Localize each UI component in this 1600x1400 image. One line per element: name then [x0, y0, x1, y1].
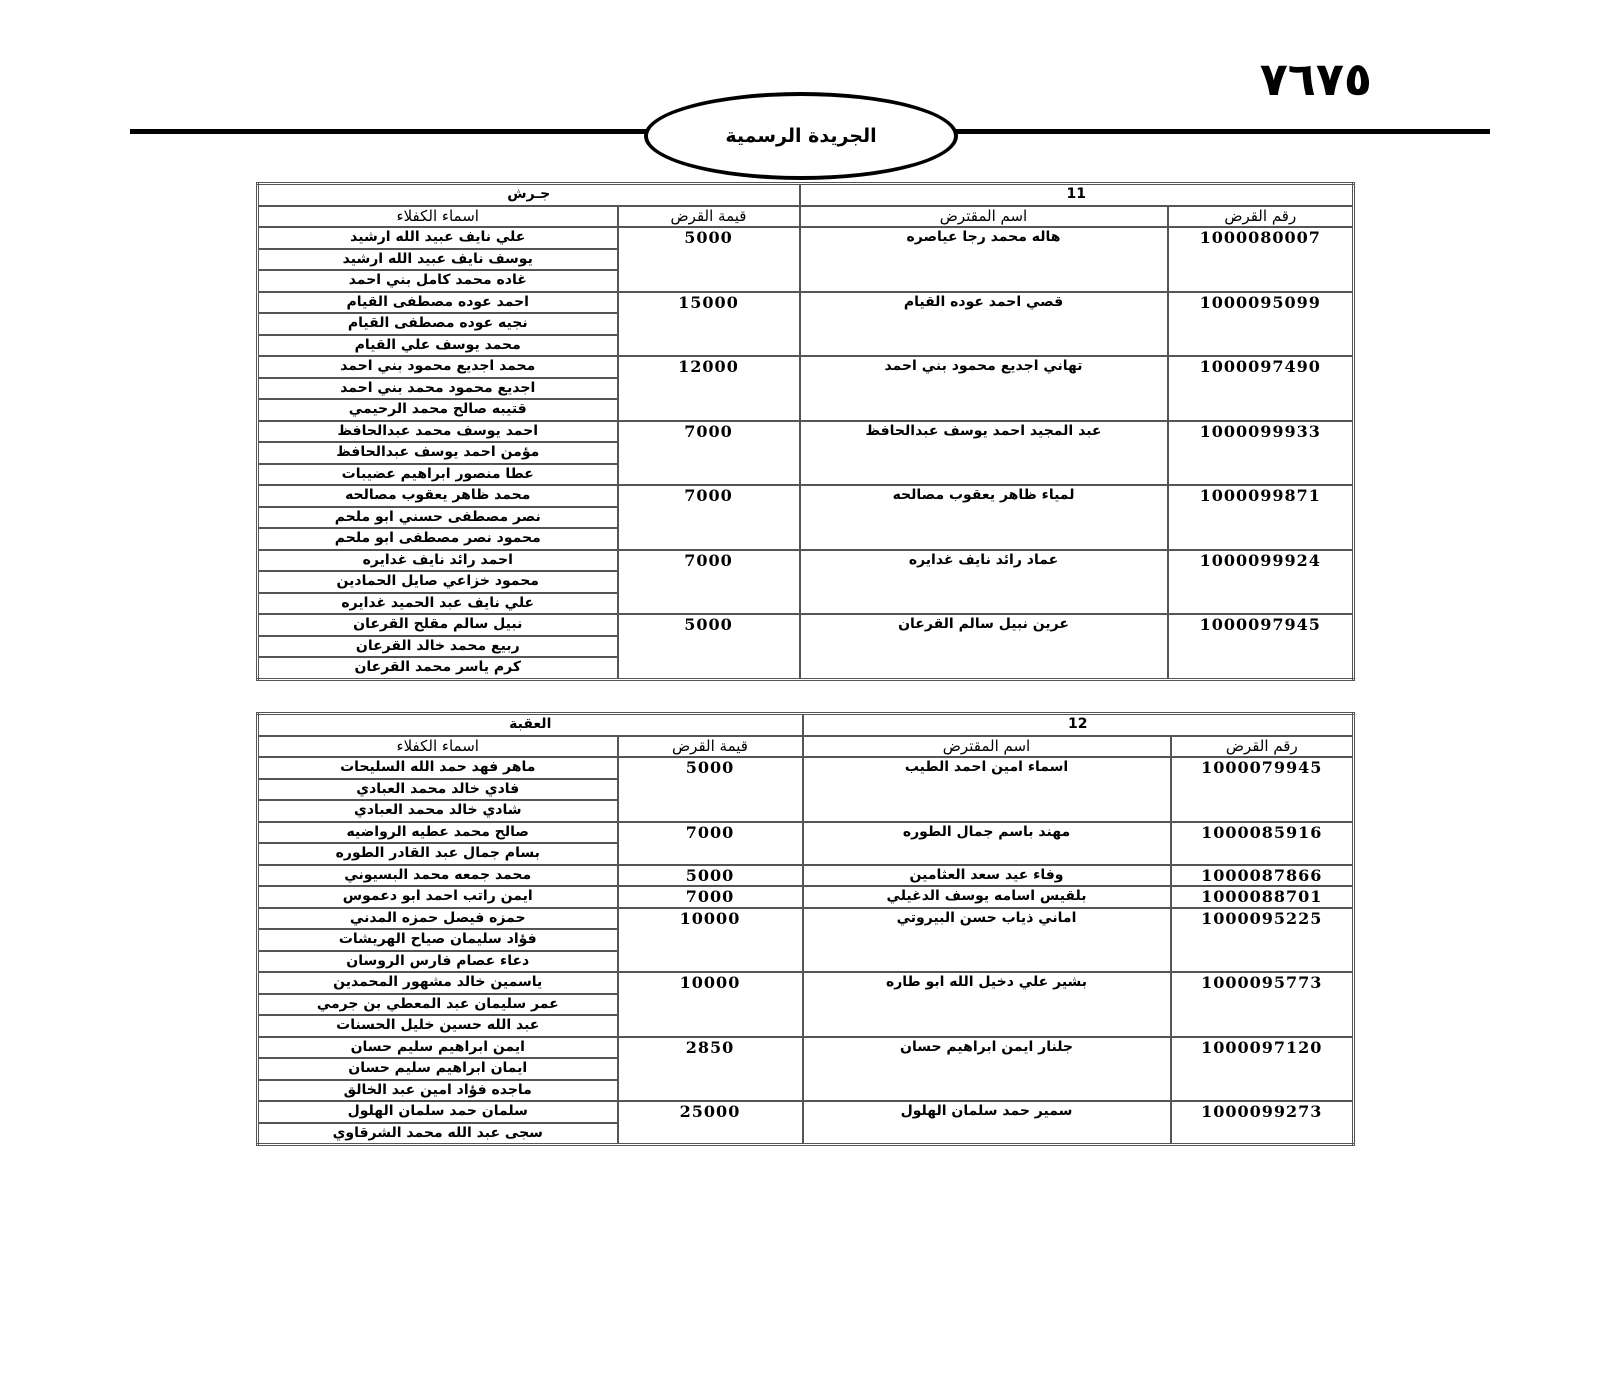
- table-row: [258, 227, 1354, 249]
- page-number: ٧٦٧٥: [1259, 52, 1372, 106]
- guarantor-name: نبيل سالم مقلح القرعان: [258, 614, 618, 636]
- loan-amount: 7000: [618, 421, 800, 486]
- loan-number: 1000095225: [1171, 908, 1354, 973]
- borrower-name: لمياء ظاهر يعقوب مصالحه: [800, 485, 1168, 550]
- guarantor-name: علي نايف عبد الحميد غدايره: [258, 593, 618, 615]
- header-guarantors: اسماء الكفلاء: [258, 206, 618, 228]
- loan-amount: 10000: [618, 908, 803, 973]
- table-row: [258, 1101, 1354, 1123]
- loan-amount: 7000: [618, 886, 803, 908]
- guarantor-name: كرم ياسر محمد القرعان: [258, 657, 618, 679]
- guarantor-name: ياسمين خالد مشهور المحمدين: [258, 972, 618, 994]
- gazette-title: الجريدة الرسمية: [725, 125, 877, 147]
- header-loan-number: رقم القرض: [1171, 736, 1354, 758]
- group-row: [258, 184, 1354, 206]
- guarantor-name: فادي خالد محمد العبادي: [258, 779, 618, 801]
- guarantor-name: ايمن ابراهيم سليم حسان: [258, 1037, 618, 1059]
- column-header-row: [258, 206, 1354, 228]
- loan-number: 1000097945: [1168, 614, 1354, 679]
- guarantor-name: شادي خالد محمد العبادي: [258, 800, 618, 822]
- borrower-name: عبد المجيد احمد يوسف عبدالحافظ: [800, 421, 1168, 486]
- guarantor-name: اجديع محمود محمد بني احمد: [258, 378, 618, 400]
- table-row: [258, 485, 1354, 507]
- guarantor-name: دعاء عصام فارس الروسان: [258, 951, 618, 973]
- guarantor-name: غاده محمد كامل بني احمد: [258, 270, 618, 292]
- guarantor-name: محمود نصر مصطفى ابو ملحم: [258, 528, 618, 550]
- loan-number: 1000088701: [1171, 886, 1354, 908]
- guarantor-name: احمد يوسف محمد عبدالحافظ: [258, 421, 618, 443]
- table-row: [258, 972, 1354, 994]
- guarantor-name: يوسف نايف عبيد الله ارشيد: [258, 249, 618, 271]
- borrower-name: جلنار ايمن ابراهيم حسان: [803, 1037, 1171, 1102]
- borrower-name: اسماء امين احمد الطيب: [803, 757, 1171, 822]
- guarantor-name: محمد اجديع محمود بني احمد: [258, 356, 618, 378]
- loan-number: 1000099933: [1168, 421, 1354, 486]
- guarantor-name: عمر سليمان عبد المعطي بن جرمي: [258, 994, 618, 1016]
- loan-amount: 5000: [618, 614, 800, 679]
- table-row: [258, 1037, 1354, 1059]
- loan-number: 1000087866: [1171, 865, 1354, 887]
- loan-number: 1000085916: [1171, 822, 1354, 865]
- loan-number: 1000097120: [1171, 1037, 1354, 1102]
- group-row: [258, 714, 1354, 736]
- borrower-name: مهند باسم جمال الطوره: [803, 822, 1171, 865]
- loan-amount: 7000: [618, 550, 800, 615]
- header-amount: قيمة القرض: [618, 736, 803, 758]
- table-row: [258, 908, 1354, 930]
- header-borrower: اسم المقترض: [803, 736, 1171, 758]
- guarantor-name: نصر مصطفى حسني ابو ملحم: [258, 507, 618, 529]
- loan-number: 1000097490: [1168, 356, 1354, 421]
- guarantor-name: صالح محمد عطيه الرواضيه: [258, 822, 618, 844]
- table-row: [258, 614, 1354, 636]
- guarantor-name: عبد الله حسين خليل الحسنات: [258, 1015, 618, 1037]
- borrower-name: اماني ذياب حسن البيروتي: [803, 908, 1171, 973]
- guarantor-name: احمد رائد نايف غدايره: [258, 550, 618, 572]
- guarantor-name: محمد يوسف علي القيام: [258, 335, 618, 357]
- loan-amount: 5000: [618, 227, 800, 292]
- guarantor-name: محمد جمعه محمد البسيوني: [258, 865, 618, 887]
- borrower-name: بلقيس اسامه يوسف الدغيلي: [803, 886, 1171, 908]
- borrower-name: قصي احمد عوده القيام: [800, 292, 1168, 357]
- loan-amount: 10000: [618, 972, 803, 1037]
- guarantor-name: سجى عبد الله محمد الشرقاوي: [258, 1123, 618, 1145]
- column-header-row: [258, 736, 1354, 758]
- loan-amount: 5000: [618, 757, 803, 822]
- loan-number: 1000099871: [1168, 485, 1354, 550]
- table-row: [258, 292, 1354, 314]
- loan-amount: 5000: [618, 865, 803, 887]
- loan-amount: 7000: [618, 822, 803, 865]
- guarantor-name: قتيبه صالح محمد الرحيمي: [258, 399, 618, 421]
- guarantor-name: ايمان ابراهيم سليم حسان: [258, 1058, 618, 1080]
- table-row: [258, 865, 1354, 887]
- guarantor-name: محمد ظاهر يعقوب مصالحه: [258, 485, 618, 507]
- header-borrower: اسم المقترض: [800, 206, 1168, 228]
- guarantor-name: سلمان حمد سلمان الهلول: [258, 1101, 618, 1123]
- table-row: [258, 421, 1354, 443]
- guarantor-name: حمزه فيصل حمزه المدني: [258, 908, 618, 930]
- region-name: العقبة: [258, 714, 803, 736]
- loan-number: 1000095773: [1171, 972, 1354, 1037]
- loan-number: 1000080007: [1168, 227, 1354, 292]
- gazette-title-oval: [644, 92, 958, 180]
- region-name: جـرش: [258, 184, 800, 206]
- guarantor-name: بسام جمال عبد القادر الطوره: [258, 843, 618, 865]
- loan-amount: 2850: [618, 1037, 803, 1102]
- header-guarantors: اسماء الكفلاء: [258, 736, 618, 758]
- borrower-name: بشير علي دخيل الله ابو طاره: [803, 972, 1171, 1037]
- borrower-name: عماد رائد نايف غدايره: [800, 550, 1168, 615]
- borrower-name: عرين نبيل سالم القرعان: [800, 614, 1168, 679]
- header-loan-number: رقم القرض: [1168, 206, 1354, 228]
- guarantor-name: ماهر فهد حمد الله السليحات: [258, 757, 618, 779]
- guarantor-name: ربيع محمد خالد القرعان: [258, 636, 618, 658]
- loans-table-jerash: [256, 182, 1355, 681]
- table-row: [258, 822, 1354, 844]
- loan-amount: 15000: [618, 292, 800, 357]
- guarantor-name: فؤاد سليمان صياح الهريشات: [258, 929, 618, 951]
- group-number: 11: [800, 184, 1354, 206]
- guarantor-name: ماجده فؤاد امين عبد الخالق: [258, 1080, 618, 1102]
- loan-number: 1000095099: [1168, 292, 1354, 357]
- guarantor-name: ايمن راتب احمد ابو دعموس: [258, 886, 618, 908]
- guarantor-name: نجيه عوده مصطفى القيام: [258, 313, 618, 335]
- borrower-name: وفاء عيد سعد العثامين: [803, 865, 1171, 887]
- guarantor-name: احمد عوده مصطفى القيام: [258, 292, 618, 314]
- borrower-name: تهاني اجديع محمود بني احمد: [800, 356, 1168, 421]
- borrower-name: سمير حمد سلمان الهلول: [803, 1101, 1171, 1145]
- loan-amount: 12000: [618, 356, 800, 421]
- table-row: [258, 886, 1354, 908]
- table-row: [258, 550, 1354, 572]
- guarantor-name: عطا منصور ابراهيم عضيبات: [258, 464, 618, 486]
- table-row: [258, 356, 1354, 378]
- table-row: [258, 757, 1354, 779]
- loan-number: 1000079945: [1171, 757, 1354, 822]
- borrower-name: هاله محمد رجا عياصره: [800, 227, 1168, 292]
- group-number: 12: [803, 714, 1354, 736]
- header-amount: قيمة القرض: [618, 206, 800, 228]
- loan-number: 1000099924: [1168, 550, 1354, 615]
- guarantor-name: مؤمن احمد يوسف عبدالحافظ: [258, 442, 618, 464]
- loan-amount: 25000: [618, 1101, 803, 1145]
- guarantor-name: علي نايف عبيد الله ارشيد: [258, 227, 618, 249]
- loan-number: 1000099273: [1171, 1101, 1354, 1145]
- loans-table-aqaba: [256, 712, 1355, 1146]
- loan-amount: 7000: [618, 485, 800, 550]
- guarantor-name: محمود خزاعي صايل الحمادين: [258, 571, 618, 593]
